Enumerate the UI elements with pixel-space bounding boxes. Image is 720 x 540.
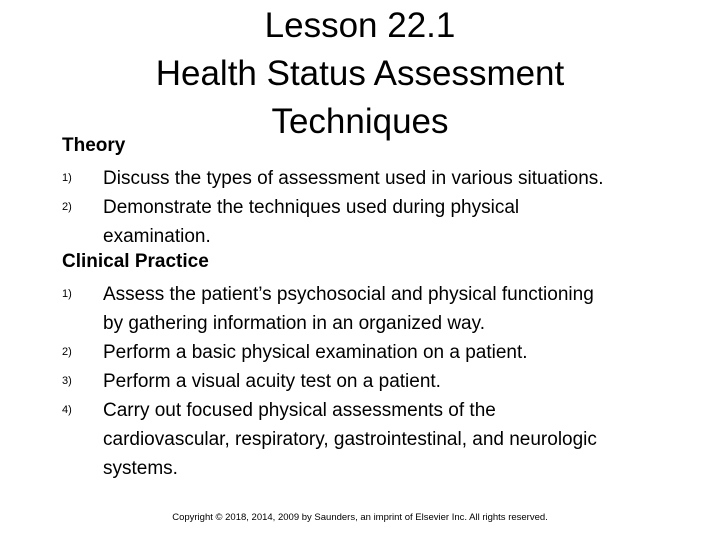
item-text: Perform a visual acuity test on a patient.	[103, 371, 441, 392]
title-line-1: Lesson 22.1	[264, 6, 456, 45]
item-text: Assess the patient’s psychosocial and physical functioning by gathering information in an organized way.	[103, 284, 594, 334]
item-text: Carry out focused physical assessments of the cardiovascular, respiratory, gastrointestinal, and neurologic systems.	[103, 400, 597, 479]
item-number: 2)	[62, 201, 72, 213]
item-number: 3)	[62, 375, 72, 387]
clinical-practice-heading: Clinical Practice	[62, 251, 209, 272]
title-line-3: Techniques	[271, 102, 449, 141]
copyright-footer: Copyright © 2018, 2014, 2009 by Saunders, an imprint of Elsevier Inc. All rights reserved.	[172, 512, 548, 523]
item-text: Discuss the types of assessment used in various situations.	[103, 168, 604, 189]
item-text: Perform a basic physical examination on a patient.	[103, 342, 528, 363]
title-line-2: Health Status Assessment	[155, 54, 565, 93]
item-number: 2)	[62, 346, 72, 358]
slide-title	[0, 2, 720, 146]
item-number: 1)	[62, 288, 72, 300]
item-text: Demonstrate the techniques used during physical examination.	[103, 197, 520, 247]
theory-heading: Theory	[62, 135, 126, 156]
item-number: 4)	[62, 404, 72, 416]
item-number: 1)	[62, 172, 72, 184]
